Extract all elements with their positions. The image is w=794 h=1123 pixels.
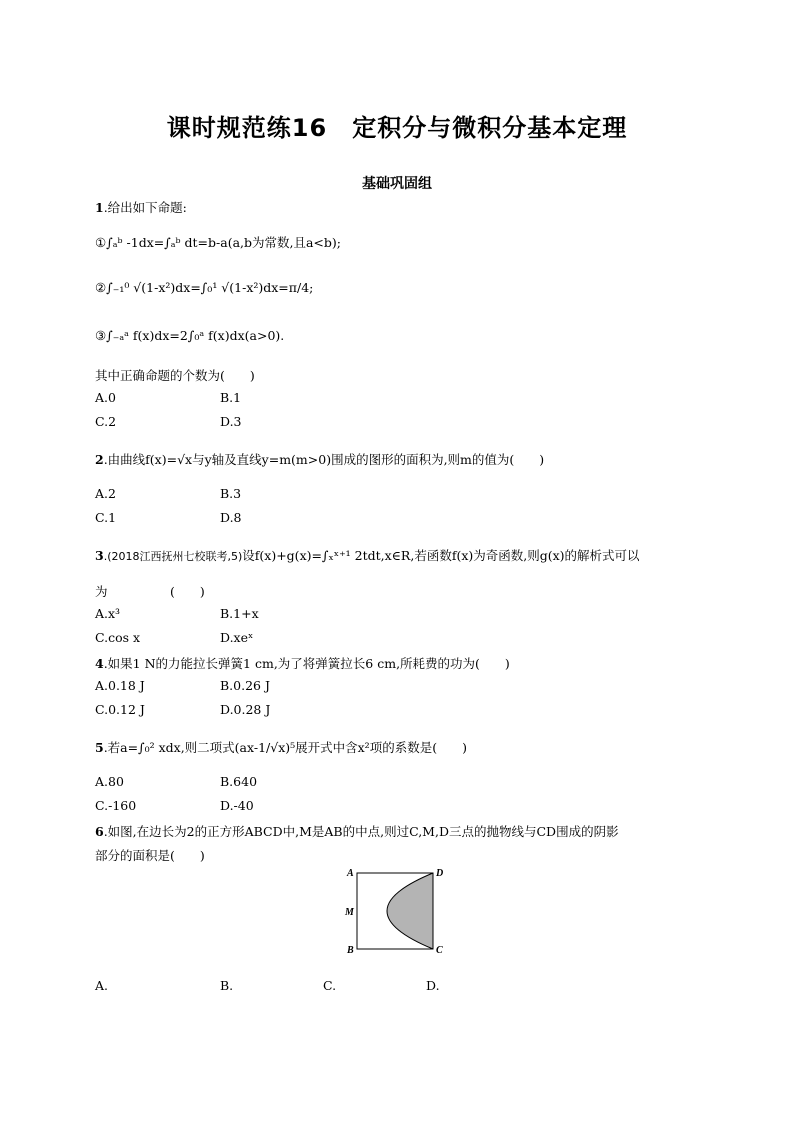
q3-source: .(2018江西抚州七校联考,5)	[103, 550, 243, 563]
q5-number: 5	[95, 740, 104, 755]
q1-option-a: A.0	[95, 390, 116, 405]
q2-stem-text: .由曲线f(x)=√x与y轴及直线y=m(m>0)围成的图形的面积为,则m的值为( )	[103, 452, 545, 467]
q3-option-d: D.xeˣ	[220, 630, 254, 645]
q3-option-a: A.x³	[95, 606, 121, 621]
q3-number: 3	[95, 548, 104, 563]
q3-option-c: C.cos x	[95, 630, 141, 645]
q1-proposition-2: ②∫₋₁⁰ √(1-x²)dx=∫₀¹ √(1-x²)dx=π/4;	[95, 280, 314, 295]
q4-stem	[95, 654, 510, 672]
q2-option-a: A.2	[95, 486, 116, 501]
label-c: C	[436, 945, 443, 956]
q6-option-c: C.	[323, 978, 337, 993]
q1-number: 1	[95, 200, 104, 215]
q5-option-d: D.-40	[220, 798, 254, 813]
label-d: D	[436, 868, 444, 879]
q3-stem	[95, 546, 640, 564]
label-b: B	[347, 945, 354, 956]
label-a: A	[347, 868, 354, 879]
q2-number: 2	[95, 452, 104, 467]
section-heading: 基础巩固组	[362, 176, 432, 192]
label-m: M	[345, 907, 354, 918]
q6-option-d: D.	[426, 978, 440, 993]
q3-option-b: B.1+x	[220, 606, 259, 621]
q2-option-b: B.3	[220, 486, 242, 501]
q6-option-b: B.	[220, 978, 234, 993]
q5-stem	[95, 738, 467, 756]
q1-question: 其中正确命题的个数为( )	[95, 368, 255, 383]
q2-option-d: D.8	[220, 510, 242, 525]
q4-number: 4	[95, 656, 104, 671]
q4-option-a: A.0.18 J	[95, 678, 145, 693]
q1-option-c: C.2	[95, 414, 117, 429]
q5-option-c: C.-160	[95, 798, 137, 813]
q6-number: 6	[95, 824, 104, 839]
q1-stem	[95, 198, 187, 216]
q1-proposition-3: ③∫₋ₐᵃ f(x)dx=2∫₀ᵃ f(x)dx(a>0).	[95, 328, 285, 343]
q1-proposition-1: ①∫ₐᵇ -1dx=∫ₐᵇ dt=b-a(a,b为常数,且a<b);	[95, 235, 341, 250]
q1-stem-text: .给出如下命题:	[103, 200, 187, 215]
q4-stem-text: .如果1 N的力能拉长弹簧1 cm,为了将弹簧拉长6 cm,所耗费的功为( )	[103, 656, 510, 671]
square-parabola-figure	[343, 866, 453, 961]
q6-stem-text: .如图,在边长为2的正方形ABCD中,M是AB的中点,则过C,M,D三点的抛物线与CD围成的阴影	[103, 824, 619, 839]
q4-option-c: C.0.12 J	[95, 702, 145, 717]
q3-stem-continued: 为 ( )	[95, 584, 205, 599]
q3-stem-text: 设f(x)+g(x)=∫ₓˣ⁺¹ 2tdt,x∈R,若函数f(x)为奇函数,则g(x)的解析式可以	[242, 548, 640, 563]
q5-option-a: A.80	[95, 774, 124, 789]
q1-option-b: B.1	[220, 390, 242, 405]
q2-option-c: C.1	[95, 510, 117, 525]
page-title: 课时规范练16 定积分与微积分基本定理	[166, 114, 628, 142]
q2-stem	[95, 450, 544, 468]
q6-option-a: A.	[95, 978, 109, 993]
q4-option-b: B.0.26 J	[220, 678, 270, 693]
q6-stem-continued: 部分的面积是( )	[95, 848, 205, 863]
q5-stem-text: .若a=∫₀² xdx,则二项式(ax-1/√x)⁵展开式中含x²项的系数是( )	[103, 740, 467, 755]
q5-option-b: B.640	[220, 774, 258, 789]
q6-stem	[95, 822, 619, 840]
figure-svg	[343, 866, 453, 958]
q4-option-d: D.0.28 J	[220, 702, 271, 717]
q1-option-d: D.3	[220, 414, 242, 429]
